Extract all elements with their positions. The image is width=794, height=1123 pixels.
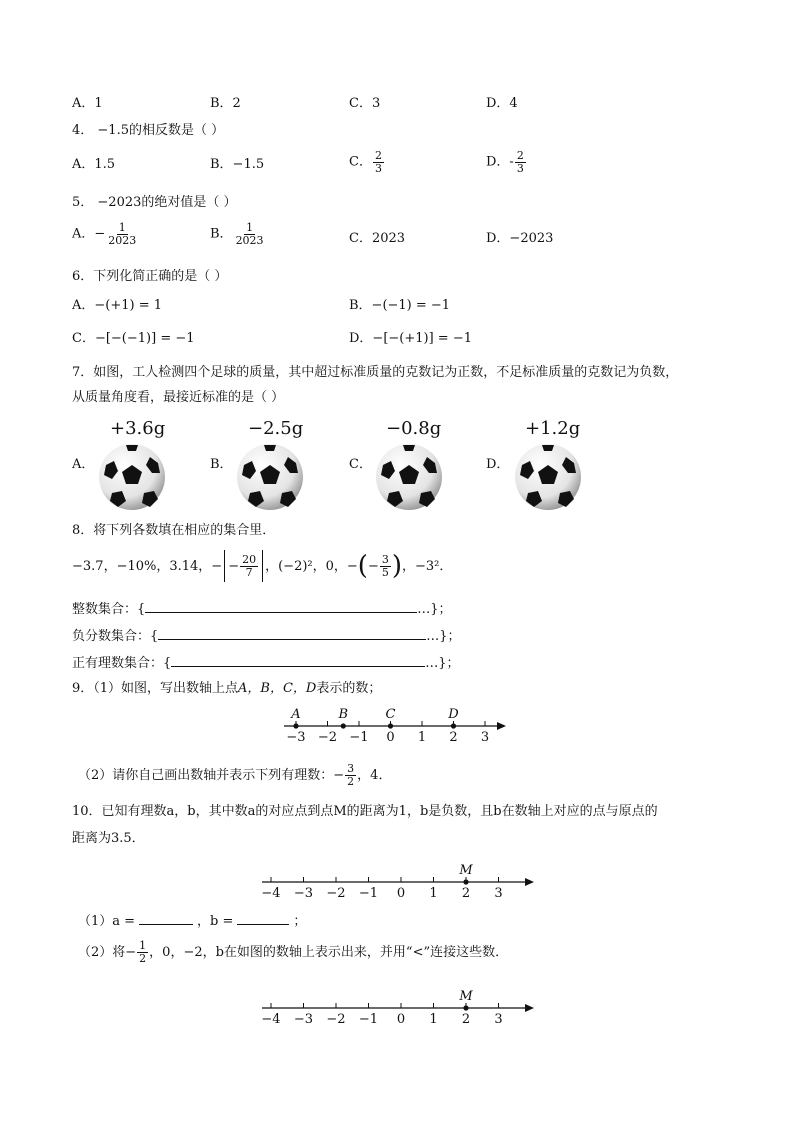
q5-option-b xyxy=(210,222,267,246)
q4-option-a: A．1.5 xyxy=(72,157,116,172)
point-label: C xyxy=(385,707,396,722)
soccer-ball-icon xyxy=(98,443,166,511)
soccer-ball-icon xyxy=(236,443,304,511)
q3-option-c: C．3 xyxy=(349,96,381,111)
axis-tick-label: −2 xyxy=(326,1012,346,1027)
axis-tick-label: −1 xyxy=(358,886,379,901)
axis-tick-label: 0 xyxy=(396,1012,406,1027)
q3-option-b: B．2 xyxy=(210,96,241,111)
axis-tick-label: 3 xyxy=(494,1012,503,1027)
q8-positive-rational-set-blank[interactable] xyxy=(171,655,425,667)
q8-integer-set-label: 整数集合：{ xyxy=(72,602,146,617)
q10-part1: （1）a = ，b = ； xyxy=(78,914,307,929)
q8-positive-rational-set-end: …}； xyxy=(425,656,460,671)
q8-absolute-value: − $\frac{20}{7}$ xyxy=(224,550,263,582)
axis-tick-label: −4 xyxy=(261,886,281,901)
point-marker xyxy=(463,1005,468,1010)
q5-option-a xyxy=(72,222,139,246)
q9-stem: 9．（1）如图，写出数轴上点A，B，C，D表示的数； xyxy=(72,681,382,696)
q7-option-d-label: D． xyxy=(486,457,510,472)
q8-numbers-part-a: −3.7，−10%，3.14，− xyxy=(72,558,223,574)
answer-b-blank[interactable] xyxy=(237,913,289,925)
q5-option-b-label: B． xyxy=(210,226,233,242)
point-marker xyxy=(341,723,346,728)
axis-tick-label: −3 xyxy=(286,730,306,745)
q8-negative-fraction-set-end: …}； xyxy=(426,629,461,644)
axis-tick-label: −4 xyxy=(261,1012,281,1027)
q5-stem: 5． −2023的绝对值是（ ） xyxy=(72,195,237,210)
q7-option-d-weight: +1.2g xyxy=(525,418,581,439)
q7-stem-line1: 7．如图，工人检测四个足球的质量，其中超过标准质量的克数记为正数，不足标准质量的克数记为负数， xyxy=(72,365,679,380)
axis-tick-label: 0 xyxy=(386,730,395,745)
q10-part2: （2）将− $\frac{1}{2}$ ，0，−2，b在如图的数轴上表示出来，并用“<”连接这些数． xyxy=(78,939,509,965)
point-marker xyxy=(388,723,393,728)
q8-positive-rational-set xyxy=(72,655,460,670)
q8-right-paren: ) xyxy=(391,551,403,581)
q8-left-paren: ( xyxy=(357,551,368,581)
point-marker xyxy=(463,879,468,884)
soccer-ball-icon xyxy=(375,443,443,511)
q5-option-d: D．−2023 xyxy=(486,231,554,246)
q7-option-b-weight: −2.5g xyxy=(248,418,304,439)
q4-option-b: B．−1.5 xyxy=(210,157,265,172)
q6-option-a: A．−(+1) = 1 xyxy=(72,298,163,313)
q3-option-a: A．1 xyxy=(72,96,103,111)
q7-option-c-weight: −0.8g xyxy=(386,418,442,439)
q8-integer-set xyxy=(72,601,452,616)
q3-option-d: D．4 xyxy=(486,96,518,111)
q5-option-a-label: A．− xyxy=(72,226,106,242)
q7-option-a-label: A． xyxy=(72,457,95,472)
axis-tick-label: −3 xyxy=(293,886,314,901)
q10-number-line-1 xyxy=(258,856,540,902)
point-marker xyxy=(293,723,298,728)
point-label: D xyxy=(448,707,459,722)
axis-tick-label: 2 xyxy=(461,1012,471,1027)
point-label: B xyxy=(338,707,349,722)
q5-option-b-fraction: $\frac{1}{2023}$ xyxy=(235,221,264,247)
axis-tick-label: 2 xyxy=(461,886,471,901)
q8-negative-fraction-set xyxy=(72,628,461,643)
soccer-ball-icon xyxy=(514,443,582,511)
q4-option-c-label: C． xyxy=(349,154,372,170)
q4-stem: 4． −1.5的相反数是（ ） xyxy=(72,123,225,138)
q7-stem-line2: 从质量角度看，最接近标准的是（ ） xyxy=(72,390,285,405)
axis-tick-label: −1 xyxy=(349,730,369,745)
point-label: M xyxy=(459,989,473,1004)
q10-number-line-2 xyxy=(258,982,540,1028)
q8-negative-fraction-set-blank[interactable] xyxy=(158,628,426,640)
q4-option-d xyxy=(486,150,527,174)
q6-stem: 6．下列化简正确的是（ ） xyxy=(72,269,228,284)
axis-tick-label: 2 xyxy=(449,730,458,745)
q9-part2: （2）请你自己画出数轴并表示下列有理数：− $\frac{3}{2}$ ，4． xyxy=(78,762,392,788)
axis-tick-label: −3 xyxy=(293,1012,314,1027)
answer-a-blank[interactable] xyxy=(139,913,193,925)
q4-option-c-fraction: $\frac{2}{3}$ xyxy=(374,149,382,175)
q8-positive-rational-set-label: 正有理数集合：{ xyxy=(72,656,172,671)
point-label: M xyxy=(459,863,473,878)
axis-tick-label: 3 xyxy=(494,886,503,901)
q10-stem-line2: 距离为3.5． xyxy=(72,831,145,846)
q7-option-a-weight: +3.6g xyxy=(110,418,166,439)
q5-option-a-fraction: $\frac{1}{2023}$ xyxy=(108,221,137,247)
q9-number-line xyxy=(280,704,510,748)
q8-integer-set-end: …}； xyxy=(417,602,452,617)
q8-numbers-part-c: ，−3²． xyxy=(402,558,453,574)
axis-tick-label: 1 xyxy=(417,730,427,745)
q6-option-d: D．−[−(+1)] = −1 xyxy=(349,331,472,346)
q4-option-d-label: D．- xyxy=(486,154,514,170)
q8-numbers: −3.7，−10%，3.14，− − $\frac{20}{7}$ ，(−2)²，0，− ( − $\frac{3}{5}$ ) ，−3²． xyxy=(72,551,453,581)
q7-option-c-label: C． xyxy=(349,457,372,472)
point-marker xyxy=(451,723,456,728)
point-label: A xyxy=(291,707,301,722)
q4-option-c xyxy=(349,150,385,174)
q8-negative-fraction-set-label: 负分数集合：{ xyxy=(72,629,159,644)
q6-option-b: B．−(−1) = −1 xyxy=(349,298,451,313)
q5-option-c: C．2023 xyxy=(349,231,406,246)
axis-tick-label: −2 xyxy=(317,730,338,745)
axis-tick-label: −2 xyxy=(326,886,346,901)
axis-tick-label: 1 xyxy=(429,886,438,901)
q8-integer-set-blank[interactable] xyxy=(145,601,417,613)
q10-stem-line1: 10．已知有理数a，b，其中数a的对应点到点M的距离为1，b是负数，且b在数轴上对应的点与原点的 xyxy=(72,804,658,819)
axis-tick-label: 0 xyxy=(396,886,406,901)
q7-option-b-label: B． xyxy=(210,457,233,472)
q4-option-d-fraction: $\frac{2}{3}$ xyxy=(516,149,524,175)
q8-numbers-part-b: ，(−2)²，0，− xyxy=(265,558,358,574)
q8-stem: 8．将下列各数填在相应的集合里． xyxy=(72,523,276,538)
q6-option-c: C．−[−(−1)] = −1 xyxy=(72,331,195,346)
axis-tick-label: −1 xyxy=(358,1012,379,1027)
axis-tick-label: 3 xyxy=(480,730,490,745)
axis-tick-label: 1 xyxy=(429,1012,438,1027)
